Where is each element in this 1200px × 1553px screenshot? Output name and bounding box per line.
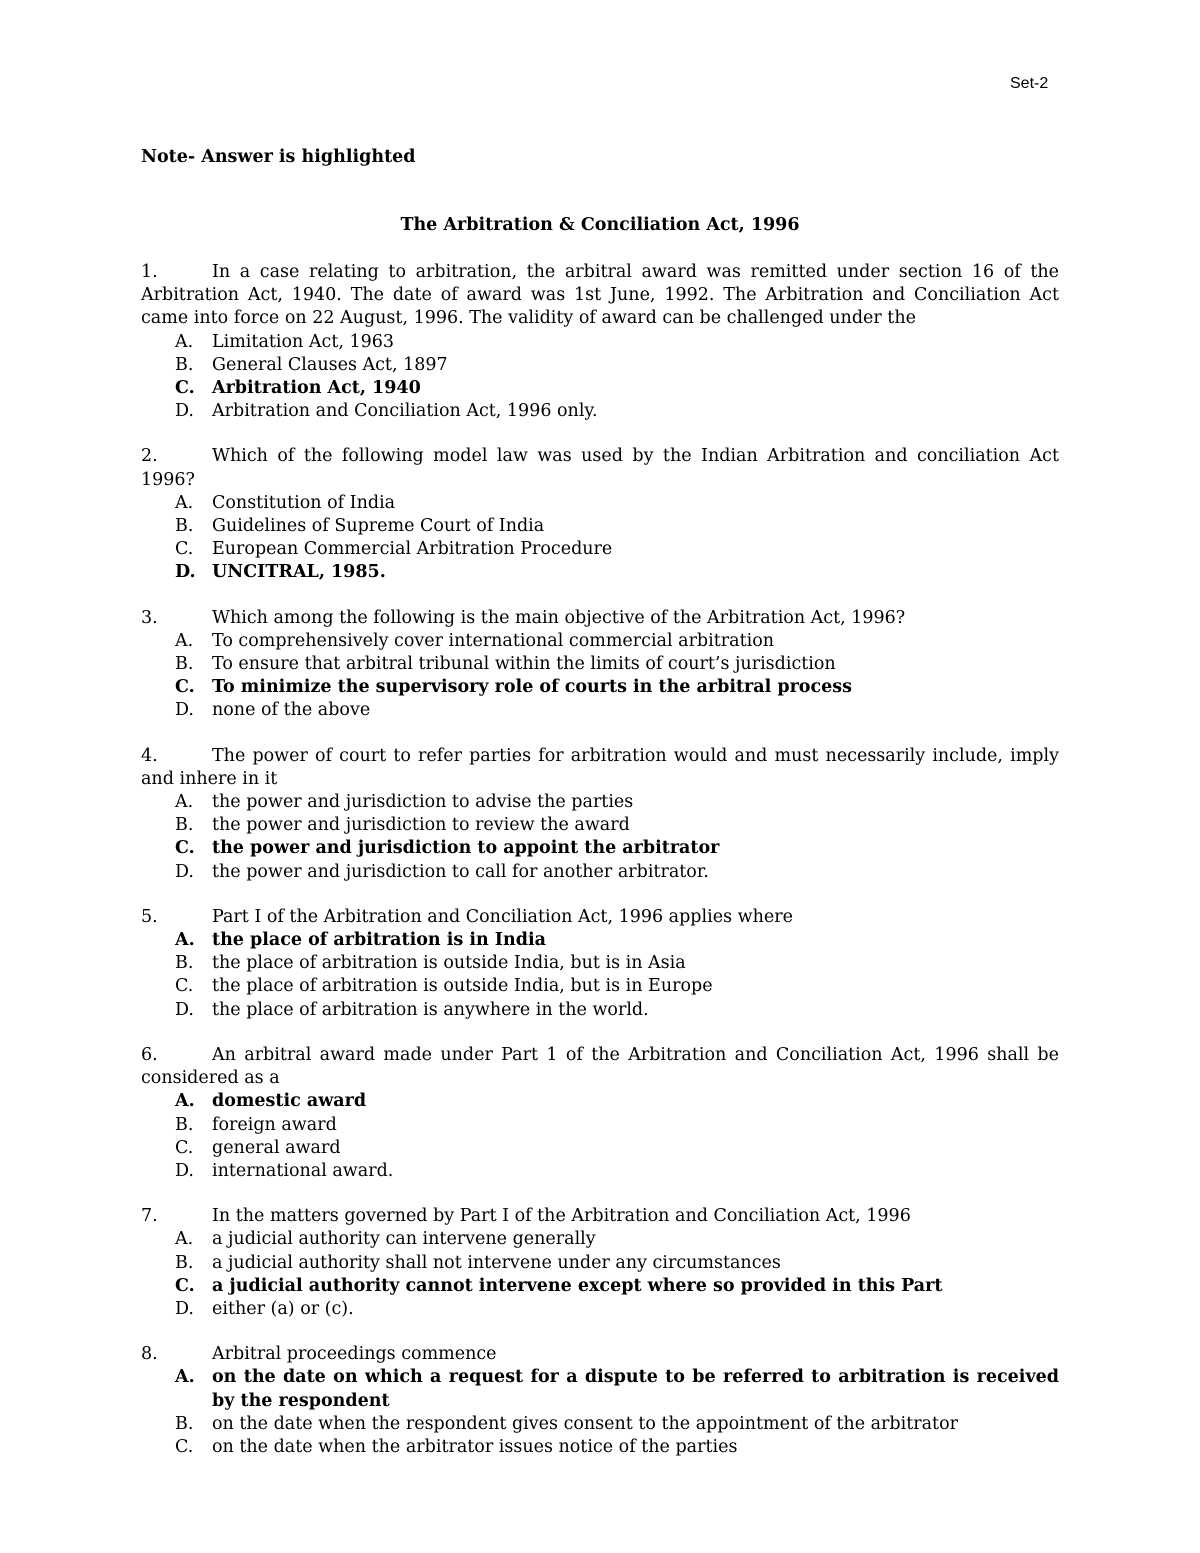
option-text: none of the above (212, 700, 371, 721)
option-letter: A. (175, 1229, 194, 1250)
question-text: An arbitral award made under Part 1 of the Arbitration and Conciliation Act, 1996 shall be considered as a (141, 1044, 1059, 1089)
option (141, 861, 1059, 884)
option-list (141, 630, 1059, 723)
option (141, 1298, 1059, 1321)
document-title: The Arbitration & Conciliation Act, 1996 (400, 215, 800, 235)
option-text: Constitution of India (212, 492, 396, 513)
option-text: the place of arbitration is outside India, but is in Europe (212, 976, 713, 997)
option-letter: D. (175, 700, 194, 721)
option-letter: B. (175, 516, 194, 537)
question-stem (141, 607, 1059, 630)
question-text: Which of the following model law was used by the Indian Arbitration and conciliation Act 1996? (141, 446, 1059, 490)
option-list (141, 1090, 1059, 1183)
option-letter: A. (175, 492, 194, 513)
option-letter: C. (175, 1436, 194, 1457)
option-text: foreign award (212, 1114, 337, 1135)
option-list (141, 791, 1059, 884)
option-text: general award (212, 1137, 341, 1158)
option-letter: A. (175, 630, 194, 651)
option-letter: A. (175, 930, 195, 951)
question-stem (141, 261, 1059, 331)
question-stem (141, 1343, 1059, 1366)
question-6 (141, 1044, 1059, 1183)
option-text: the power and jurisdiction to appoint the arbitrator (212, 838, 720, 859)
option-text: domestic award (212, 1091, 367, 1112)
question-stem (141, 1044, 1059, 1090)
option-letter: A. (175, 331, 194, 352)
option (141, 1228, 1059, 1251)
option-correct-answer (141, 561, 1059, 584)
option-letter: C. (175, 1137, 194, 1158)
question-list (141, 261, 1059, 1481)
question-number: 6. (141, 1044, 158, 1065)
option-text: To comprehensively cover international commercial arbitration (212, 630, 774, 651)
question-stem (141, 745, 1059, 791)
question-text: Part I of the Arbitration and Conciliation Act, 1996 applies where (212, 906, 793, 927)
option (141, 952, 1059, 975)
question-number: 4. (141, 745, 158, 766)
option-text: Guidelines of Supreme Court of India (212, 516, 545, 537)
option-text: UNCITRAL, 1985. (212, 562, 386, 583)
option (141, 1160, 1059, 1183)
option (141, 1252, 1059, 1275)
option-text: on the date when the respondent gives consent to the appointment of the arbitrator (212, 1413, 958, 1434)
option-correct-answer (141, 1366, 1059, 1412)
option-letter: D. (175, 1160, 194, 1181)
option-letter: C. (175, 378, 195, 399)
question-number: 3. (141, 607, 158, 628)
set-label: Set-2 (1010, 75, 1049, 92)
option-list (141, 1366, 1059, 1459)
option-letter: A. (175, 1367, 195, 1388)
answer-note: Note- Answer is highlighted (141, 147, 416, 167)
option-text: either (a) or (c). (212, 1298, 354, 1319)
question-8 (141, 1343, 1059, 1459)
option-text: Arbitration Act, 1940 (212, 378, 421, 399)
option-letter: D. (175, 562, 196, 583)
option-correct-answer (141, 837, 1059, 860)
option-text: a judicial authority shall not intervene under any circumstances (212, 1252, 781, 1273)
question-2 (141, 445, 1059, 584)
option-text: a judicial authority cannot intervene except where so provided in this Part (212, 1275, 943, 1296)
option-text: To ensure that arbitral tribunal within the limits of court’s jurisdiction (212, 654, 836, 675)
option (141, 1413, 1059, 1436)
option-list (141, 331, 1059, 424)
option-letter: D. (175, 999, 194, 1020)
question-stem (141, 1205, 1059, 1228)
option-text: the power and jurisdiction to review the award (212, 815, 630, 836)
option-correct-answer (141, 929, 1059, 952)
option-list (141, 492, 1059, 585)
option-letter: B. (175, 654, 194, 675)
question-7 (141, 1205, 1059, 1321)
question-number: 2. (141, 446, 158, 467)
question-1 (141, 261, 1059, 423)
question-4 (141, 745, 1059, 884)
question-text: In the matters governed by Part I of the Arbitration and Conciliation Act, 1996 (212, 1206, 911, 1227)
option-correct-answer (141, 1275, 1059, 1298)
option (141, 975, 1059, 998)
question-number: 8. (141, 1344, 158, 1365)
option-text: international award. (212, 1160, 394, 1181)
option (141, 791, 1059, 814)
option-letter: C. (175, 539, 194, 560)
option-text: the power and jurisdiction to call for another arbitrator. (212, 861, 709, 882)
option-letter: B. (175, 1114, 194, 1135)
option-letter: B. (175, 1413, 194, 1434)
option-text: on the date when the arbitrator issues notice of the parties (212, 1436, 738, 1457)
option-text: the power and jurisdiction to advise the parties (212, 792, 634, 813)
option (141, 653, 1059, 676)
option (141, 354, 1059, 377)
option-text: a judicial authority can intervene generally (212, 1229, 596, 1250)
option-letter: A. (175, 792, 194, 813)
option (141, 814, 1059, 837)
option-text: Limitation Act, 1963 (212, 331, 395, 352)
option-text: the place of arbitration is outside India, but is in Asia (212, 953, 686, 974)
option-list (141, 929, 1059, 1022)
question-number: 1. (141, 262, 158, 282)
option (141, 492, 1059, 515)
option-letter: C. (175, 1275, 195, 1296)
option-text: European Commercial Arbitration Procedure (212, 539, 613, 560)
question-stem (141, 906, 1059, 929)
option-letter: C. (175, 677, 195, 698)
option-text: General Clauses Act, 1897 (212, 354, 448, 375)
option-text: on the date on which a request for a dispute to be referred to arbitration is received by the respondent (212, 1367, 1059, 1411)
option (141, 1137, 1059, 1160)
option-letter: B. (175, 354, 194, 375)
option (141, 515, 1059, 538)
option-letter: D. (175, 401, 194, 422)
option-text: the place of arbitration is in India (212, 930, 546, 951)
option-list (141, 1228, 1059, 1321)
question-text: In a case relating to arbitration, the arbitral award was remitted under section 16 of the Arbitration Act, 1940. The date of award was 1st June, 1992. The Arbitration and Conciliation Act came into force on 22 August, 1996. The validity of award can be challenged under the (141, 262, 1059, 329)
option (141, 331, 1059, 354)
question-3 (141, 607, 1059, 723)
option-correct-answer (141, 1090, 1059, 1113)
option-letter: A. (175, 1091, 195, 1112)
option-text: the place of arbitration is anywhere in the world. (212, 999, 649, 1020)
option-letter: C. (175, 976, 194, 997)
option-letter: B. (175, 815, 194, 836)
option-text: To minimize the supervisory role of courts in the arbitral process (212, 677, 852, 698)
question-stem (141, 445, 1059, 491)
option (141, 699, 1059, 722)
option-letter: D. (175, 861, 194, 882)
question-text: Which among the following is the main objective of the Arbitration Act, 1996? (212, 607, 906, 628)
option-correct-answer (141, 676, 1059, 699)
option-letter: B. (175, 953, 194, 974)
question-text: The power of court to refer parties for arbitration would and must necessarily include, imply and inhere in it (141, 745, 1059, 789)
option (141, 400, 1059, 423)
option (141, 1114, 1059, 1137)
option (141, 538, 1059, 561)
option-letter: B. (175, 1252, 194, 1273)
question-number: 7. (141, 1206, 158, 1227)
option-letter: D. (175, 1298, 194, 1319)
option (141, 1436, 1059, 1459)
option (141, 630, 1059, 653)
question-5 (141, 906, 1059, 1022)
option-text: Arbitration and Conciliation Act, 1996 only. (212, 401, 598, 422)
option (141, 999, 1059, 1022)
option-letter: C. (175, 838, 195, 859)
option-correct-answer (141, 377, 1059, 400)
question-number: 5. (141, 906, 158, 927)
question-text: Arbitral proceedings commence (212, 1344, 497, 1365)
